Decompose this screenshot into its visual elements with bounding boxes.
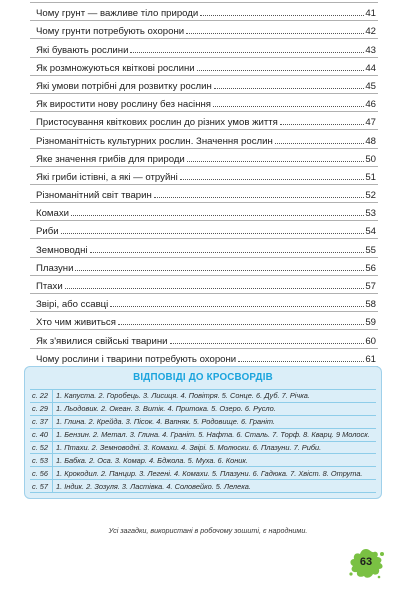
- answer-row: [30, 466, 376, 479]
- toc-row: [30, 94, 378, 112]
- toc-title: Чому грунти потребують охорони: [36, 26, 185, 38]
- answer-page-ref: с. 37: [30, 416, 53, 428]
- toc-page-number: 47: [365, 117, 376, 129]
- answer-page-ref: с. 29: [30, 403, 53, 415]
- toc-title: Земноводні: [36, 244, 88, 256]
- dot-leader: [186, 32, 364, 34]
- toc-page-number: 52: [365, 190, 376, 202]
- toc-page-number: 44: [365, 62, 376, 74]
- toc-row: [30, 258, 378, 276]
- toc-title: Плазуни: [36, 262, 74, 274]
- toc-page-number: 51: [365, 171, 376, 183]
- toc-title: Які умови потрібні для розвитку рослин: [36, 80, 212, 92]
- toc-row: [30, 58, 378, 76]
- toc-page-number: 45: [365, 80, 376, 92]
- toc-page-number: 53: [365, 208, 376, 220]
- toc-title: Яке значення грибів для природи: [36, 153, 185, 165]
- toc-page-number: 46: [365, 99, 376, 111]
- toc-row: [30, 112, 378, 130]
- dot-leader: [118, 323, 364, 325]
- dot-leader: [213, 105, 364, 107]
- toc-page-number: 60: [365, 335, 376, 347]
- dot-leader: [200, 14, 364, 16]
- answer-text: 1. Капуста. 2. Горобець. 3. Лисиця. 4. Повітря. 5. Сонце. 6. Дуб. 7. Річка.: [56, 391, 310, 401]
- toc-title: Які бувають рослини: [36, 44, 129, 56]
- dot-leader: [275, 142, 365, 144]
- answer-text: 1. Льодовик. 2. Океан. 3. Витік. 4. Притока. 5. Озеро. 6. Русло.: [56, 404, 276, 414]
- toc-row: [30, 3, 378, 21]
- toc-page-number: 57: [365, 281, 376, 292]
- toc-title: Пристосування квіткових рослин до різних умов життя: [36, 117, 278, 129]
- table-of-contents: [30, 2, 378, 367]
- toc-title: Як з'явилися свійські тварини: [36, 335, 168, 347]
- answer-row: [30, 428, 376, 441]
- dot-leader: [71, 214, 364, 216]
- page-number: 63: [359, 556, 373, 568]
- dot-leader: [214, 87, 365, 89]
- toc-page-number: 48: [365, 135, 376, 147]
- toc-page-number: 59: [365, 317, 376, 329]
- toc-page-number: 41: [365, 8, 376, 20]
- answer-row: [30, 402, 376, 415]
- crossword-answers-panel: [24, 366, 382, 499]
- answer-text: 1. Птахи. 2. Земноводні. 3. Комахи. 4. Звірі. 5. Молюски. 6. Плазуни. 7. Риби.: [56, 443, 322, 452]
- answer-text: 1. Індик. 2. Зозуля. 3. Ластівка. 4. Соловейко. 5. Лелека.: [56, 481, 251, 491]
- toc-title: Звірі, або ссавці: [36, 299, 109, 311]
- dot-leader: [170, 342, 365, 344]
- toc-row: [30, 203, 378, 221]
- toc-row: [30, 312, 378, 330]
- answer-text: 1. Бабка. 2. Оса. 3. Комар. 4. Бджола. 5. Муха. 6. Коник.: [56, 455, 248, 465]
- answer-page-ref: с. 53: [30, 454, 53, 466]
- dot-leader: [187, 160, 365, 162]
- dot-leader: [280, 123, 364, 125]
- toc-row: [30, 149, 378, 167]
- toc-title: Комахи: [36, 208, 70, 220]
- answer-text: 1. Крокодил. 2. Панцир. 3. Легені. 4. Комахи. 5. Плазуни. 6. Гадюка. 7. Хвіст. 8. Отрута.: [56, 468, 363, 478]
- toc-page-number: 50: [365, 153, 376, 165]
- toc-row: [30, 21, 378, 39]
- answer-row: [30, 441, 376, 454]
- toc-row: [30, 130, 378, 148]
- toc-row: [30, 276, 378, 294]
- toc-page-number: 54: [365, 226, 376, 238]
- toc-page-number: 61: [365, 353, 376, 365]
- toc-title: Чому грунт — важливе тіло природи: [36, 8, 199, 20]
- toc-title: Хто чим живиться: [36, 317, 116, 329]
- answer-page-ref: с. 40: [30, 429, 53, 441]
- toc-title: Як розмножуються квіткові рослини: [36, 62, 195, 74]
- page-number-badge: [346, 546, 386, 580]
- answer-row: [30, 415, 376, 428]
- toc-title: Як виростити нову рослину без насіння: [36, 99, 211, 111]
- toc-row: [30, 239, 378, 257]
- dot-leader: [75, 269, 364, 271]
- footnote: Усі загадки, використані в робочому зошиті, є народними.: [108, 526, 308, 535]
- toc-row: [30, 294, 378, 312]
- toc-row: [30, 167, 378, 185]
- toc-title: Різноманітний світ тварин: [36, 190, 152, 202]
- toc-title: Чому рослини і тварини потребують охорони: [36, 353, 237, 365]
- toc-title: Різноманітність культурних рослин. Значення рослин: [36, 135, 273, 147]
- toc-title: Риби: [36, 226, 59, 238]
- answer-page-ref: с. 52: [30, 442, 53, 454]
- dot-leader: [197, 69, 365, 71]
- toc-page-number: 43: [365, 44, 376, 56]
- answers-title: ВІДПОВІДІ ДО КРОСВОРДІВ: [133, 372, 273, 383]
- toc-row: [30, 76, 378, 94]
- dot-leader: [130, 51, 364, 53]
- dot-leader: [65, 287, 365, 289]
- toc-title: Які гриби істівні, а які — отруйні: [36, 171, 178, 183]
- answer-row: [30, 389, 376, 402]
- dot-leader: [90, 251, 365, 253]
- dot-leader: [154, 196, 365, 198]
- toc-row: [30, 221, 378, 239]
- answer-row: [30, 453, 376, 466]
- toc-page-number: 56: [365, 262, 376, 274]
- dot-leader: [110, 305, 364, 307]
- dot-leader: [61, 232, 365, 234]
- toc-row: [30, 185, 378, 203]
- dot-leader: [180, 178, 365, 180]
- toc-page-number: 58: [365, 299, 376, 311]
- answer-page-ref: с. 56: [30, 467, 53, 479]
- toc-title: Птахи: [36, 281, 63, 292]
- answer-text: 1. Глина. 2. Крейда. 3. Пісок. 4. Вапняк. 5. Родовище. 6. Граніт.: [56, 417, 275, 427]
- answers-table: [30, 389, 376, 493]
- dot-leader: [238, 360, 364, 362]
- toc-row: [30, 349, 378, 367]
- answer-text: 1. Бензин. 2. Метал. 3. Глина. 4. Граніт. 5. Нафта. 6. Сталь. 7. Торф. 8. Кварц. 9 Молоск.: [56, 430, 370, 440]
- toc-row: [30, 39, 378, 57]
- toc-page-number: 55: [365, 244, 376, 256]
- answer-page-ref: с. 57: [30, 480, 53, 492]
- answer-row: [30, 479, 376, 493]
- toc-row: [30, 330, 378, 348]
- toc-page-number: 42: [365, 26, 376, 38]
- answer-page-ref: с. 22: [30, 390, 53, 402]
